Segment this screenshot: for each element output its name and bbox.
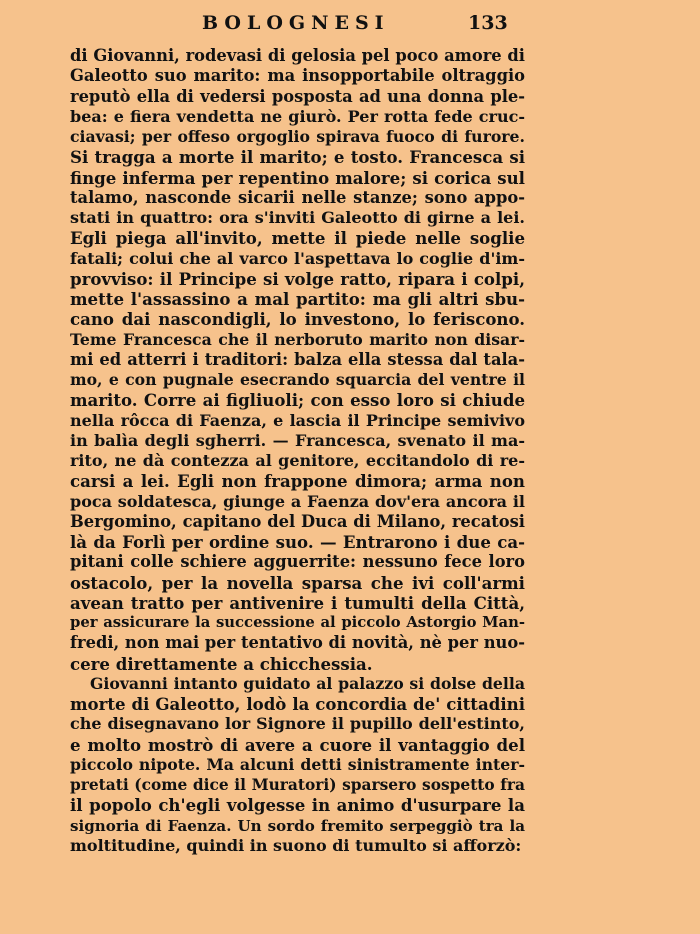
text-line: fatali; colui che al varco l'aspettava lo coglie d'im- (70, 248, 525, 268)
text-line: avean tratto per antivenire i tumulti della Città, (70, 592, 525, 613)
text-line: talamo, nasconde sicarii nelle stanze; sono appo- (70, 187, 525, 207)
text-line: pretati (come dice il Muratori) sparsero sospetto fra (70, 776, 525, 794)
text-line: signoria di Faenza. Un sordo fremito serpeggiò tra la (70, 816, 525, 835)
text-line: Bergomino, capitano del Duca di Milano, recatosi (70, 511, 525, 531)
text-line: fredi, non mai per tentativo di novità, nè per nuo- (70, 633, 525, 653)
text-line: mette l'assassino a mal partito: ma gli altri sbu- (70, 289, 525, 309)
text-line: provviso: il Principe si volge ratto, ripara i colpi, (70, 268, 525, 289)
text-line: mo, e con pugnale esecrando squarcia del ventre il (70, 370, 525, 389)
text-line: rito, ne dà contezza al genitore, eccitandolo di re- (70, 451, 525, 470)
text-line: Teme Francesca che il nerboruto marito non disar- (70, 329, 525, 349)
text-line: il popolo ch'egli volgesse in animo d'usurpare la (70, 795, 525, 816)
text-line: Si tragga a morte il marito; e tosto. Francesca si (70, 147, 525, 168)
paragraph (70, 674, 525, 856)
text-line: pitani colle schiere agguerrite: nessuno fece loro (70, 552, 525, 572)
text-line: carsi a lei. Egli non frappone dimora; arma non (70, 471, 525, 492)
text-line: Giovanni intanto guidato al palazzo si dolse della (90, 673, 525, 693)
text-line: cano dai nascondigli, lo investono, lo feriscono. (70, 309, 525, 330)
text-line: ciavasi; per offeso orgoglio spirava fuoco di furore. (70, 127, 525, 146)
text-line: poca soldatesca, giunge a Faenza dov'era ancora il (70, 491, 525, 511)
text-line: marito. Corre ai figliuoli; con esso loro si chiude (70, 390, 525, 411)
text-line: mi ed atterri i traditori: balza ella stessa dal tala- (70, 349, 525, 369)
text-line: reputò ella di vedersi posposta ad una donna ple- (70, 86, 525, 106)
running-head: BOLOGNESI (202, 12, 390, 34)
page-number: 133 (468, 12, 508, 34)
page-header (0, 12, 700, 40)
text-line: bea: e fiera vendetta ne giurò. Per rotta fede cruc- (70, 106, 525, 126)
text-line: nella rôcca di Faenza, e lascia il Principe semivivo (70, 410, 525, 430)
text-line: morte di Galeotto, lodò la concordia de' cittadini (70, 694, 525, 714)
text-line: Galeotto suo marito: ma insopportabile oltraggio (70, 66, 525, 86)
text-line: Egli piega all'invito, mette il piede nelle soglie (70, 228, 525, 249)
text-line: di Giovanni, rodevasi di gelosia pel poco amore di (70, 46, 525, 65)
text-line: ostacolo, per la novella sparsa che ivi coll'armi (70, 572, 525, 593)
text-line: e molto mostrò di avere a cuore il vantaggio del (70, 734, 525, 755)
text-line: che disegnavano lor Signore il pupillo dell'estinto, (70, 714, 525, 734)
text-line: in balìa degli sgherri. — Francesca, svenato il ma- (70, 430, 525, 450)
text-line: cere direttamente a chicchessia. (70, 653, 373, 674)
text-line: per assicurare la successione al piccolo Astorgio Man- (70, 614, 525, 631)
paragraph (70, 46, 525, 674)
body-text (70, 46, 525, 856)
text-line: finge inferma per repentino malore; si corica sul (70, 167, 525, 188)
text-line: là da Forlì per ordine suo. — Entrarono i due ca- (70, 532, 525, 552)
text-line: stati in quattro: ora s'inviti Galeotto di girne a lei. (70, 208, 525, 227)
text-line: piccolo nipote. Ma alcuni detti sinistramente inter- (70, 754, 525, 774)
text-line: moltitudine, quindi in suono di tumulto si afforzò: (70, 835, 522, 855)
